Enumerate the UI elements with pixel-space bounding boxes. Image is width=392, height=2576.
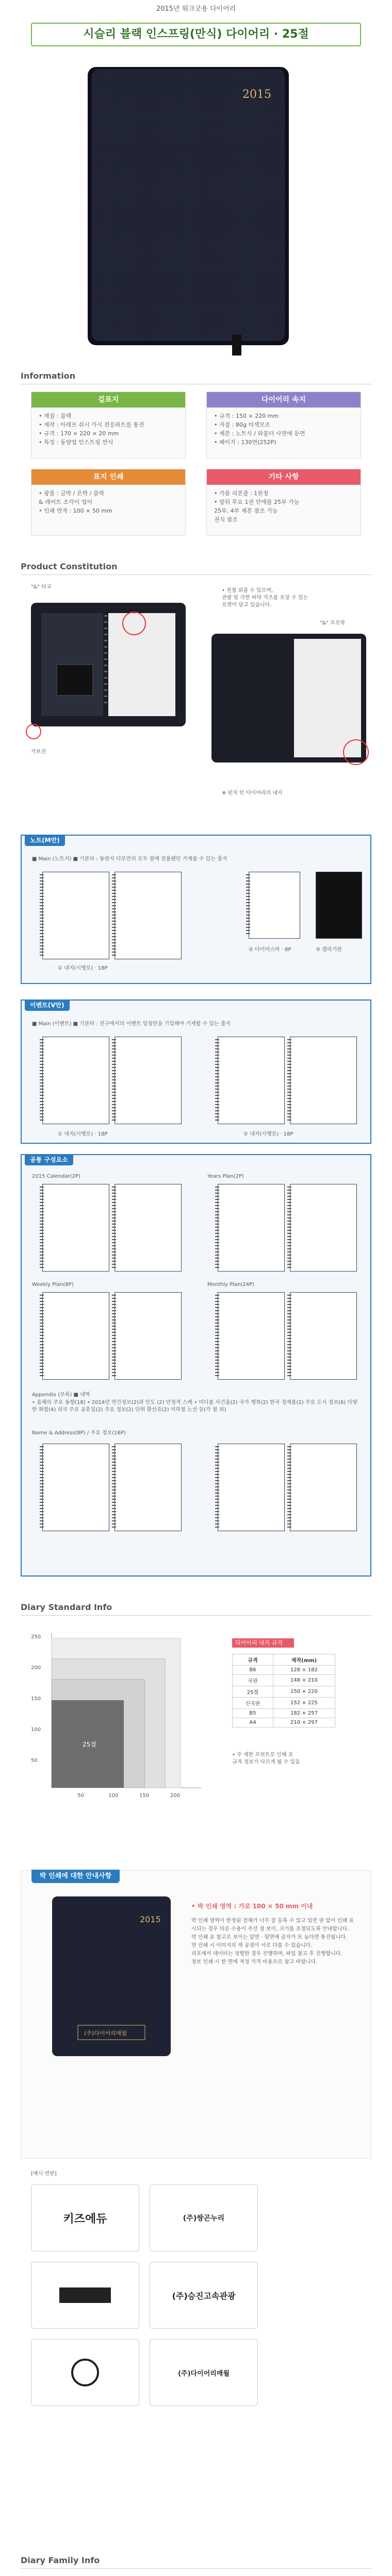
info-card-title: 표지 인쇄 <box>31 469 185 485</box>
cover-year: 2015 <box>242 88 271 101</box>
info-line: 권식 참조 <box>214 516 238 523</box>
close-label: 가보진 <box>31 749 46 755</box>
info-line: • 가름 리본줄 : 1원칭 <box>214 490 269 497</box>
info-line: • 인쇄 면적 : 100 × 50 mm <box>39 507 112 514</box>
caption: ② 내지(시행로) · 18P <box>243 1131 293 1137</box>
svg-text:(주)다이어리매월: (주)다이어리매월 <box>84 2030 127 2037</box>
item-label: 2015 Calendar(2P) <box>32 1174 80 1179</box>
info-card-title: 기타 사항 <box>207 469 361 485</box>
event-block <box>21 999 371 1144</box>
hero-diary-image <box>77 57 299 355</box>
inner-pocket-image <box>26 592 211 747</box>
caption: ① 내지(시행로) · 18P <box>58 1131 108 1137</box>
svg-text:150: 150 <box>139 1793 150 1799</box>
info-line: • 페이지 : 130면(252P) <box>214 439 276 446</box>
page-thumb <box>42 1037 109 1124</box>
logo-sample: (주)승진고속관광 <box>150 2262 258 2329</box>
caption: ② 다이어스마 · 8P <box>249 947 291 953</box>
item-label: Years Plan(2P) <box>207 1174 244 1179</box>
back-pocket-image <box>206 629 377 783</box>
common-block <box>21 1154 371 1577</box>
info-card-cover <box>31 392 186 459</box>
info-line: • 앞뒤 투요 1권 안에를 25부 가능 <box>214 499 300 505</box>
svg-text:2015: 2015 <box>140 1914 161 1924</box>
page-thumb <box>218 1037 285 1124</box>
block-label: 노트(M만) <box>25 835 65 846</box>
page-title: 시슬리 블랙 인스프링(만식) 다이어리 · 25절 <box>31 23 361 46</box>
page-thumb <box>290 1037 357 1124</box>
info-line: 25부, 4부 제본 참조 가능 <box>214 507 278 514</box>
info-line: • 규격 : 150 × 220 mm <box>214 413 279 419</box>
standard-label: 다이어리 내지 규격 <box>232 1638 294 1648</box>
logo-sample: 키즈에듀 <box>31 2184 139 2251</box>
logo-sample: (주)다이어리매월 <box>150 2339 258 2406</box>
page-thumb <box>42 1444 109 1531</box>
print-body: 박 인쇄 영역이 한정된 전체가 너무 잘 등록 수 있고 일반 판 없이 인쇄 표 시되는 경우 다른 수용이 주선 점 보이, 크기를 조정되도록 안내합니다. 박 인쇄 표 참고로 보이는 앞면 · 뒷면에 글자가 또 높다면 통진됩니다. 면 인쇄 시 이미지의 색 공정이 서로 다를 수 있습니다. 리포에서 데이터는 정렬한 경우 진행하며, 파일 참고 후 진행합니다. 정보 인쇄 시 한 면에 적정 가격 비용으로 참고 바랍니다. <box>191 1918 354 1965</box>
caption: ③ 캘리기관 <box>316 947 342 953</box>
size-diagram <box>26 1623 211 1819</box>
print-sample-diary <box>52 1896 176 2061</box>
svg-text:25절: 25절 <box>83 1741 96 1748</box>
left-label: "&" 타교 <box>31 584 52 590</box>
page-thumb <box>115 1444 182 1531</box>
page-thumb <box>42 1184 109 1272</box>
product-section-title: Product Constitution <box>21 562 371 575</box>
right-label: "&" 프로락 <box>320 620 346 626</box>
appendix-text: • 올해의 주요 동향(18) • 2014년 연간정보(2)과 안도 (2) 안정적 스케 • 미디를 사건을(2) 국가 행복(2) 한국 경제를(2) 주요 도시 정보(6) 다양한 화합(4) 외국 주요 공휴일(2) 주요 정보(2) 단위 환산표(2) 지하철 노선 등(각 필 외) <box>32 1400 357 1413</box>
info-line: • 광폼 : 금박 / 은박 / 블락 <box>39 490 105 497</box>
info-line: • 제작 : 아레프 쉬시 가시 전응파트를 통진 <box>39 421 144 428</box>
print-block <box>21 1870 371 2159</box>
info-card-etc <box>206 469 361 536</box>
info-line: & 레이트 조각이 업이 <box>39 499 93 505</box>
block-label: 공통 구성요소 <box>25 1154 73 1165</box>
svg-text:100: 100 <box>108 1793 119 1799</box>
page-thumb <box>218 1184 285 1272</box>
logo-label: [예시 연판] <box>31 2171 57 2177</box>
item-label: Monthly Plan(24P) <box>207 1282 255 1287</box>
page-thumb <box>290 1444 357 1531</box>
page-thumb <box>218 1292 285 1380</box>
print-banner: 박 인쇄에 대한 안내사항 <box>31 1870 120 1883</box>
size-table: 규격 제작(mm) B6 128 × 182 국판 148 × 210 25절 150 × 220 신국판 152 × 225 B5 182 × 257 A4 210 × 297 <box>232 1654 335 1727</box>
print-lead: • 박 인쇄 영역 : 가로 100 × 50 mm 이내 <box>191 1903 313 1910</box>
page-thumb <box>42 1292 109 1380</box>
page-thumb <box>115 872 182 959</box>
block-label: 이벤트(V만) <box>25 999 70 1011</box>
page-thumb <box>290 1184 357 1272</box>
info-line: • 규격 : 170 × 220 × 20 mm <box>39 430 119 437</box>
info-card-title: 겉표지 <box>31 392 185 408</box>
standard-section-title: Diary Standard Info <box>21 1602 371 1616</box>
svg-text:200: 200 <box>170 1793 181 1799</box>
info-line: • 특징 : 동양업 인스트링 만식 <box>39 439 113 446</box>
logo-sample <box>31 2339 139 2406</box>
page-thumb <box>115 1184 182 1272</box>
svg-text:50: 50 <box>31 1758 38 1764</box>
page-thumb <box>316 872 362 939</box>
block-desc: ■ Main (노트지) ■ 기본타 : 동판지 다로만의 모두 필에 전율됐던 가제를 수 있는 줄지 <box>32 856 227 862</box>
top-note: 2015년 워크굿용 다이어리 <box>156 5 236 13</box>
info-card-title: 다이어리 속지 <box>207 392 361 408</box>
page-thumb <box>42 872 109 959</box>
info-line: • 지질 : 80g 미색모조 <box>214 421 270 428</box>
page-thumb <box>115 1292 182 1380</box>
svg-text:100: 100 <box>31 1727 41 1733</box>
product-notes: • 전철 외출 수 있으며, 권팔 및 각한 바닥 가즈를 포장 수 있는 포켓이 담고 있습니다. <box>222 588 308 608</box>
item-label: Appendix (부록) ■ 내역 <box>32 1392 90 1398</box>
item-label: Weekly Plan(8P) <box>32 1282 74 1287</box>
logo-sample: (주)쌍곤누리 <box>150 2184 258 2251</box>
family-section-title: Diary Family Info <box>21 2555 371 2569</box>
item-label: Name & Address(8P) / 주요 정보(16P) <box>32 1430 126 1436</box>
logo-sample <box>31 2262 139 2329</box>
info-card-print <box>31 469 186 536</box>
caption: ① 내지(시행로) · 18P <box>58 965 108 971</box>
page-thumb <box>115 1037 182 1124</box>
svg-text:250: 250 <box>31 1634 41 1640</box>
block-desc: ■ Main (이벤트) ■ 기본타 : 친구에서의 이벤트 일정만을 기입해야 기재할 수 있는 줄지 <box>32 1021 231 1027</box>
svg-text:200: 200 <box>31 1665 41 1671</box>
standard-note: • 주 제한 프린트로 인해 표 규격 정보가 다르게 될 수 있음 <box>232 1752 300 1765</box>
info-line: • 제본 : 노트식 / 와블터 사면에 둔면 <box>214 430 305 437</box>
info-line: • 재질 : 블랙 <box>39 413 72 419</box>
page-thumb <box>249 872 300 939</box>
info-card-inner <box>206 392 361 459</box>
info-section-title: Information <box>21 371 371 384</box>
note-block <box>21 835 371 984</box>
page-thumb <box>218 1444 285 1531</box>
page-thumb <box>290 1292 357 1380</box>
svg-text:150: 150 <box>31 1696 41 1702</box>
bottom-label: ※ 펀치 턴 다이어리의 내지 <box>222 790 283 796</box>
svg-text:50: 50 <box>77 1793 84 1799</box>
